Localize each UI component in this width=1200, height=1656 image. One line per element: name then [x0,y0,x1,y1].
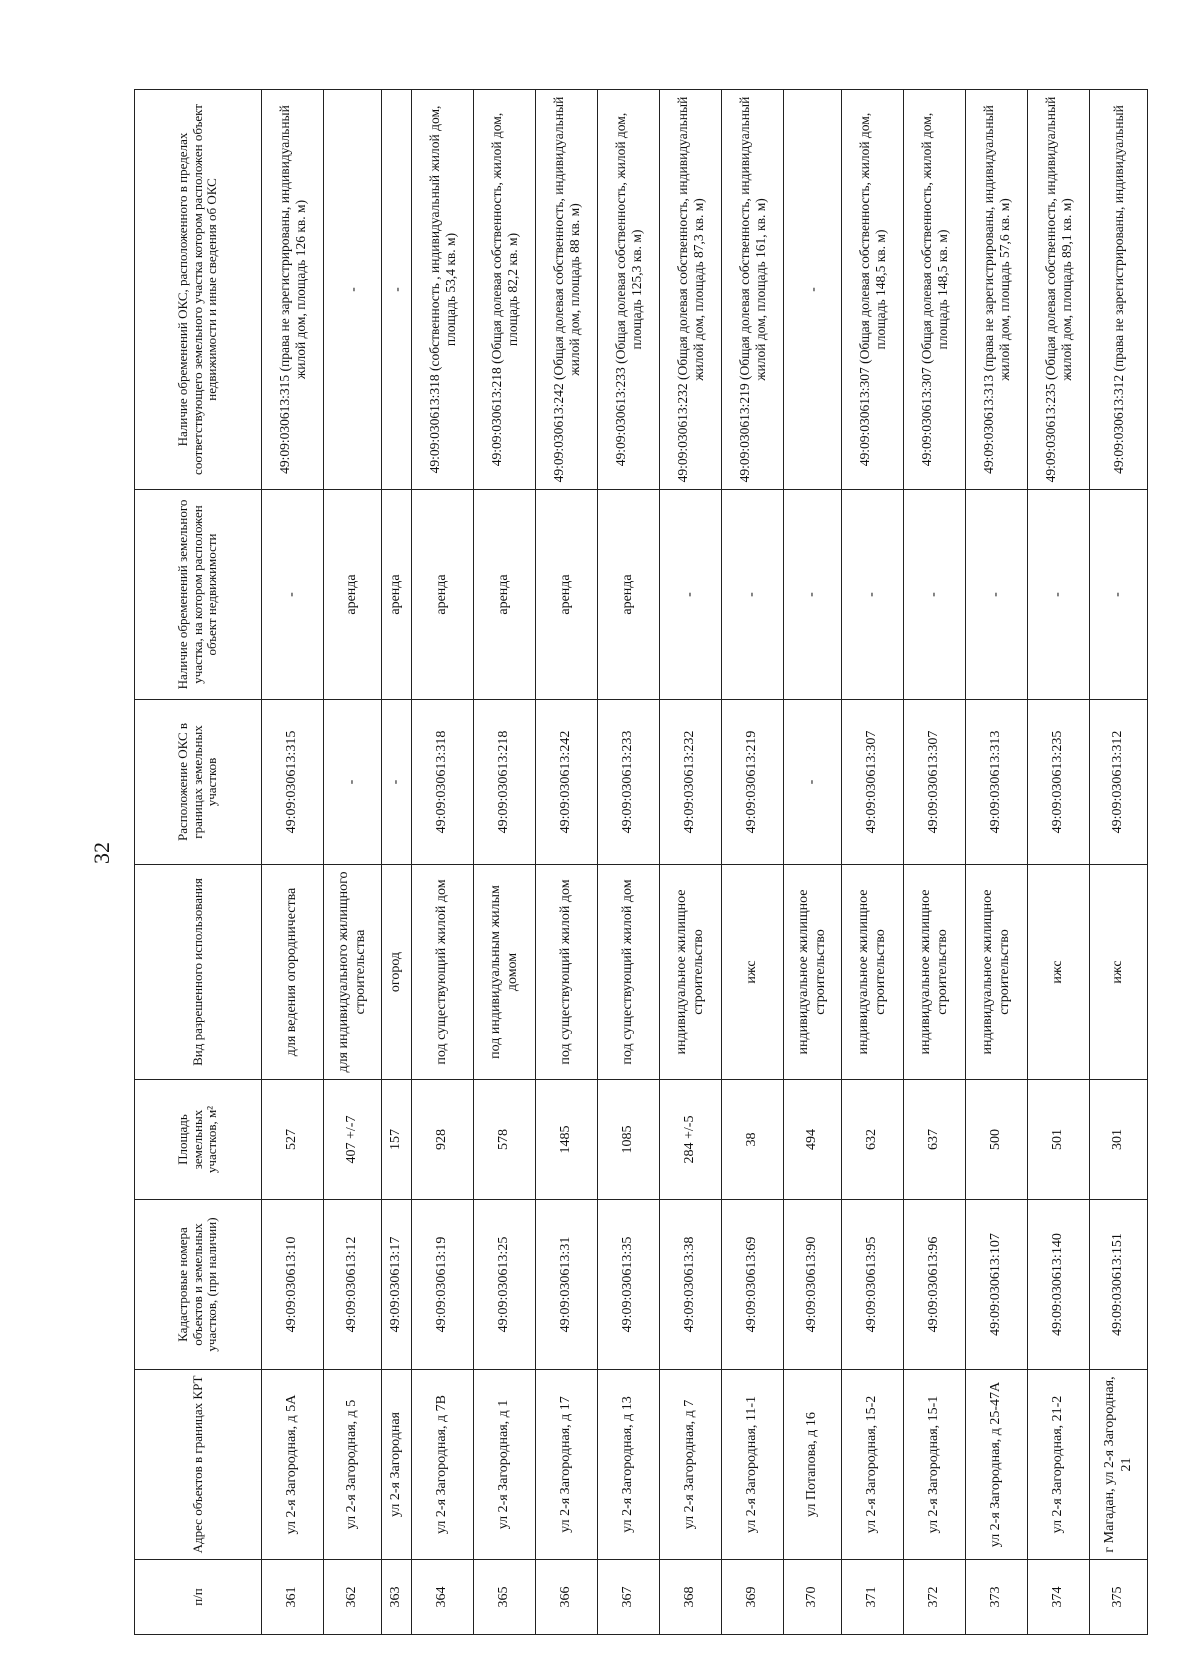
oks-location-cell: 49:09:030613:307 [904,700,966,865]
oks-location-cell: 49:09:030613:307 [842,700,904,865]
area-cell: 578 [474,1080,536,1200]
table-row [474,90,536,1635]
area-cell: 500 [966,1080,1028,1200]
header-cell: Наличие обременений земельного участка, на котором расположен объект недвижимости [135,490,262,700]
area-cell: 501 [1028,1080,1090,1200]
area-cell: 1485 [536,1080,598,1200]
address-cell: г Магадан, ул 2-я Загородная, 21 [1090,1370,1148,1560]
row-number: 372 [904,1560,966,1635]
oks-location-cell: 49:09:030613:219 [722,700,784,865]
use-cell: ижс [1028,865,1090,1080]
use-cell: индивидуальное жилищное строительство [784,865,842,1080]
land-encumbrance-cell: - [1028,490,1090,700]
area-cell: 527 [262,1080,324,1200]
land-encumbrance-cell: - [784,490,842,700]
oks-location-cell: - [382,700,412,865]
cadastral-cell: 49:09:030613:31 [536,1200,598,1370]
oks-info-cell: 49:09:030613:315 (права не зарегистрированы, индивидуальный жилой дом, площадь 126 кв. м) [262,90,324,490]
row-number: 366 [536,1560,598,1635]
area-cell: 1085 [598,1080,660,1200]
area-cell: 407 +/-7 [324,1080,382,1200]
land-encumbrance-cell: аренда [598,490,660,700]
address-cell: ул 2-я Загородная, 15-1 [904,1370,966,1560]
row-number: 375 [1090,1560,1148,1635]
header-cell: Наличие обременений ОКС, расположенного в пределах соответствующего земельного участка котором расположен объект недвижимости и иные сведения об ОКС [135,90,262,490]
cadastral-cell: 49:09:030613:96 [904,1200,966,1370]
row-number: 371 [842,1560,904,1635]
address-cell: ул 2-я Загородная, д 7В [412,1370,474,1560]
table-row [382,90,412,1635]
address-cell: ул 2-я Загородная, д 1 [474,1370,536,1560]
oks-info-cell: - [382,90,412,490]
address-cell: ул 2-я Загородная, 11-1 [722,1370,784,1560]
table-row [722,90,784,1635]
table-row [904,90,966,1635]
cadastral-cell: 49:09:030613:25 [474,1200,536,1370]
land-encumbrance-cell: - [1090,490,1148,700]
header-cell: Расположение ОКС в границах земельных участков [135,700,262,865]
address-cell: ул 2-я Загородная, 15-2 [842,1370,904,1560]
address-cell: ул 2-я Загородная, 21-2 [1028,1370,1090,1560]
address-cell: ул 2-я Загородная [382,1370,412,1560]
row-number: 374 [1028,1560,1090,1635]
oks-location-cell: 49:09:030613:218 [474,700,536,865]
row-number: 369 [722,1560,784,1635]
header-cell: Площадь земельных участков, м² [135,1080,262,1200]
table-row [660,90,722,1635]
land-encumbrance-cell: - [722,490,784,700]
oks-location-cell: 49:09:030613:235 [1028,700,1090,865]
land-encumbrance-cell: - [842,490,904,700]
table-row [536,90,598,1635]
use-cell: для ведения огородничества [262,865,324,1080]
area-cell: 157 [382,1080,412,1200]
use-cell: индивидуальное жилищное строительство [842,865,904,1080]
cadastral-cell: 49:09:030613:19 [412,1200,474,1370]
cadastral-cell: 49:09:030613:35 [598,1200,660,1370]
use-cell: индивидуальное жилищное строительство [660,865,722,1080]
oks-info-cell: 49:09:030613:233 (Общая долевая собственность, жилой дом, площадь 125,3 кв. м) [598,90,660,490]
land-encumbrance-cell: - [262,490,324,700]
oks-location-cell: - [324,700,382,865]
oks-location-cell: - [784,700,842,865]
address-cell: ул Потапова, д 16 [784,1370,842,1560]
table-row [842,90,904,1635]
use-cell: огород [382,865,412,1080]
area-cell: 637 [904,1080,966,1200]
land-encumbrance-cell: аренда [324,490,382,700]
row-number: 361 [262,1560,324,1635]
oks-location-cell: 49:09:030613:318 [412,700,474,865]
land-encumbrance-cell: аренда [536,490,598,700]
oks-info-cell: 49:09:030613:219 (Общая долевая собственность, индивидуальный жилой дом, площадь 161, кв. м) [722,90,784,490]
registry-table [134,89,1148,1635]
table-row [1028,90,1090,1635]
cadastral-cell: 49:09:030613:107 [966,1200,1028,1370]
oks-info-cell: 49:09:030613:307 (Общая долевая собственность, жилой дом, площадь 148,5 кв. м) [904,90,966,490]
row-number: 368 [660,1560,722,1635]
use-cell: индивидуальное жилищное строительство [904,865,966,1080]
area-cell: 38 [722,1080,784,1200]
header-cell: Вид разрешенного использования [135,865,262,1080]
use-cell: для индивидуального жилищного строительства [324,865,382,1080]
table-row [262,90,324,1635]
cadastral-cell: 49:09:030613:90 [784,1200,842,1370]
address-cell: ул 2-я Загородная, д 7 [660,1370,722,1560]
address-cell: ул 2-я Загородная, д 17 [536,1370,598,1560]
oks-info-cell: 49:09:030613:232 (Общая долевая собственность, индивидуальный жилой дом, площадь 87,3 кв. м) [660,90,722,490]
table-row [966,90,1028,1635]
cadastral-cell: 49:09:030613:38 [660,1200,722,1370]
oks-info-cell: 49:09:030613:313 (права не зарегистрированы, индивидуальный жилой дом, площадь 57,6 кв. м) [966,90,1028,490]
oks-info-cell: 49:09:030613:307 (Общая долевая собственность, жилой дом, площадь 148,5 кв. м) [842,90,904,490]
land-encumbrance-cell: - [660,490,722,700]
cadastral-cell: 49:09:030613:69 [722,1200,784,1370]
area-cell: 632 [842,1080,904,1200]
row-number: 363 [382,1560,412,1635]
oks-location-cell: 49:09:030613:315 [262,700,324,865]
cadastral-cell: 49:09:030613:95 [842,1200,904,1370]
header-cell: п/п [135,1560,262,1635]
use-cell: под существующий жилой дом [412,865,474,1080]
table-row [412,90,474,1635]
oks-info-cell: - [784,90,842,490]
row-number: 367 [598,1560,660,1635]
oks-info-cell: 49:09:030613:318 (собственность , индивидуальный жилой дом, площадь 53,4 кв. м) [412,90,474,490]
oks-location-cell: 49:09:030613:242 [536,700,598,865]
table-row [598,90,660,1635]
use-cell: под существующий жилой дом [536,865,598,1080]
oks-info-cell: 49:09:030613:235 (Общая долевая собственность, индивидуальный жилой дом, площадь 89,1 кв. м) [1028,90,1090,490]
table-row [324,90,382,1635]
area-cell: 928 [412,1080,474,1200]
row-number: 370 [784,1560,842,1635]
use-cell: индивидуальное жилищное строительство [966,865,1028,1080]
use-cell: ижс [722,865,784,1080]
address-cell: ул 2-я Загородная, д 5 [324,1370,382,1560]
header-cell: Адрес объектов в границах КРТ [135,1370,262,1560]
cadastral-cell: 49:09:030613:140 [1028,1200,1090,1370]
oks-location-cell: 49:09:030613:233 [598,700,660,865]
area-cell: 284 +/-5 [660,1080,722,1200]
land-encumbrance-cell: - [904,490,966,700]
cadastral-cell: 49:09:030613:10 [262,1200,324,1370]
table-row [784,90,842,1635]
oks-location-cell: 49:09:030613:232 [660,700,722,865]
rotated-table-frame [134,90,1134,1635]
use-cell: ижс [1090,865,1148,1080]
address-cell: ул 2-я Загородная, д 13 [598,1370,660,1560]
table-header-row [135,90,262,1635]
cadastral-cell: 49:09:030613:151 [1090,1200,1148,1370]
header-cell: Кадастровые номера объектов и земельных участков, (при наличии) [135,1200,262,1370]
cadastral-cell: 49:09:030613:17 [382,1200,412,1370]
oks-info-cell: 49:09:030613:312 (права не зарегистрированы, индивидуальный [1090,90,1148,490]
row-number: 362 [324,1560,382,1635]
use-cell: под существующий жилой дом [598,865,660,1080]
oks-info-cell: - [324,90,382,490]
oks-location-cell: 49:09:030613:313 [966,700,1028,865]
row-number: 365 [474,1560,536,1635]
row-number: 364 [412,1560,474,1635]
land-encumbrance-cell: - [966,490,1028,700]
oks-info-cell: 49:09:030613:242 (Общая долевая собственность, индивидуальный жилой дом, площадь 88 кв. м) [536,90,598,490]
table-row [1090,90,1148,1635]
page-number: 32 [89,842,114,864]
land-encumbrance-cell: аренда [412,490,474,700]
land-encumbrance-cell: аренда [474,490,536,700]
area-cell: 494 [784,1080,842,1200]
cadastral-cell: 49:09:030613:12 [324,1200,382,1370]
address-cell: ул 2-я Загородная, д 5А [262,1370,324,1560]
address-cell: ул 2-я Загородная, д 25-47А [966,1370,1028,1560]
oks-info-cell: 49:09:030613:218 (Общая долевая собственность, жилой дом, площадь 82,2 кв. м) [474,90,536,490]
land-encumbrance-cell: аренда [382,490,412,700]
row-number: 373 [966,1560,1028,1635]
area-cell: 301 [1090,1080,1148,1200]
oks-location-cell: 49:09:030613:312 [1090,700,1148,865]
use-cell: под индивидуальным жилым домом [474,865,536,1080]
